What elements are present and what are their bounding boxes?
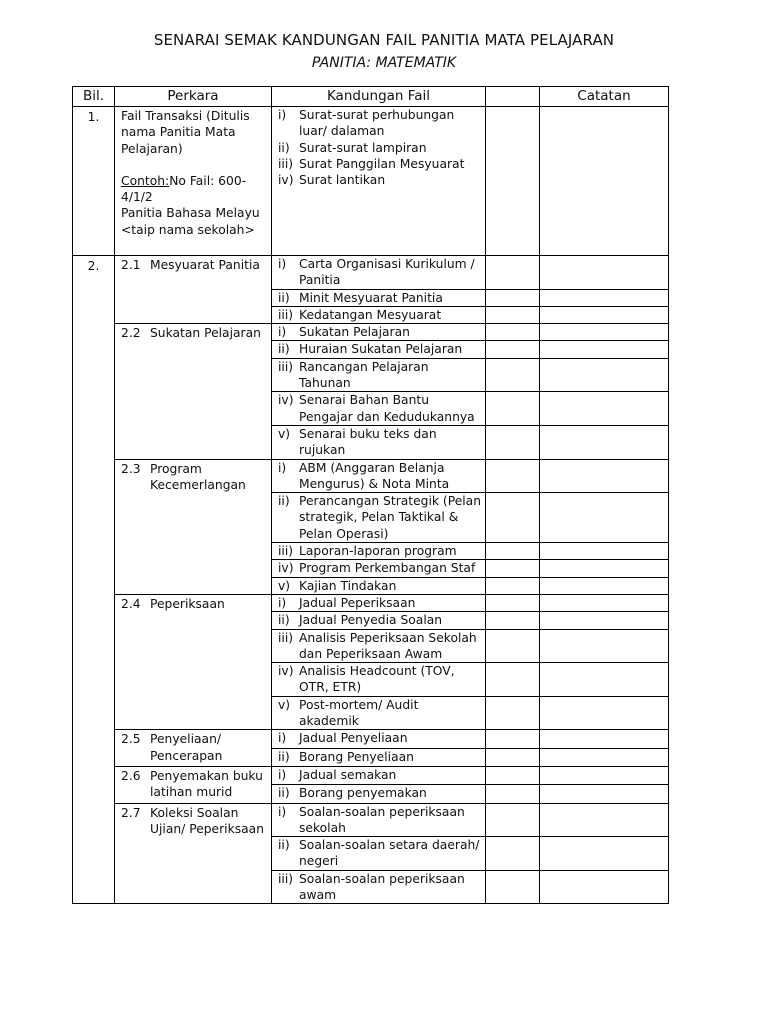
section-number: 2.7 (121, 805, 141, 820)
document-title: SENARAI SEMAK KANDUNGAN FAIL PANITIA MATA PELAJARAN (153, 31, 615, 49)
perkara-cell (115, 324, 272, 459)
item-numeral: iii) (278, 156, 294, 171)
perkara-text: Fail Transaksi (Ditulis nama Panitia Mata Pelajaran) (121, 109, 250, 156)
item-numeral: ii) (278, 749, 290, 764)
check-cell (486, 594, 540, 611)
item-text: Soalan-soalan peperiksaan awam (299, 871, 465, 902)
perkara-text: Panitia Bahasa Melayu <taip nama sekolah> (121, 206, 260, 237)
item-text: Perancangan Strategik (Pelan strategik, Pelan Taktikal & Pelan Operasi) (299, 494, 482, 541)
check-cell (486, 324, 540, 341)
item-text: Carta Organisasi Kurikulum / Panitia (299, 257, 475, 288)
item-numeral: ii) (278, 494, 290, 509)
perkara-example (121, 173, 267, 206)
catatan-cell (540, 577, 669, 594)
catatan-cell (540, 696, 669, 730)
catatan-cell (540, 324, 669, 341)
catatan-cell (540, 785, 669, 803)
kandungan-cell (272, 256, 486, 290)
catatan-cell (540, 493, 669, 543)
kandungan-cell (272, 748, 486, 766)
section-label: Peperiksaan (150, 596, 225, 611)
item-text: Jadual semakan (299, 767, 397, 782)
kandungan-cell (272, 612, 486, 629)
item-text: Rancangan Pelajaran Tahunan (299, 359, 429, 391)
checklist-item (278, 749, 481, 765)
item-numeral: iv) (278, 664, 294, 679)
item-numeral: iii) (278, 544, 294, 559)
item-text: Minit Mesyuarat Panitia (299, 290, 443, 305)
kandungan-cell (272, 560, 486, 577)
checklist-item (278, 156, 481, 172)
section-heading (121, 768, 267, 801)
document-subtitle: PANITIA: MATEMATIK (311, 55, 457, 71)
checklist-item (278, 140, 481, 156)
row-number: 2. (73, 256, 115, 904)
check-cell (486, 696, 540, 730)
checklist-item (278, 785, 481, 801)
item-numeral: v) (278, 426, 291, 441)
section-heading (121, 731, 267, 764)
perkara-cell (115, 459, 272, 594)
catatan-cell (540, 837, 669, 871)
section-label: Program Kecemerlangan (150, 461, 246, 492)
item-numeral: iv) (278, 393, 294, 408)
item-numeral: v) (278, 578, 291, 593)
kandungan-cell (272, 324, 486, 341)
item-numeral: ii) (278, 838, 290, 853)
checklist-item (278, 493, 481, 542)
kandungan-cell (272, 543, 486, 560)
catatan-cell (540, 663, 669, 697)
check-cell (486, 577, 540, 594)
item-numeral: v) (278, 697, 291, 712)
check-cell (486, 493, 540, 543)
kandungan-cell (272, 766, 486, 784)
item-numeral: ii) (278, 342, 290, 357)
kandungan-cell (272, 289, 486, 306)
item-numeral: ii) (278, 140, 290, 155)
example-label: Contoh: (121, 173, 170, 188)
section-number: 2.1 (121, 258, 141, 272)
check-cell (486, 459, 540, 493)
item-numeral: i) (278, 325, 287, 340)
header-kandungan: Kandungan Fail (272, 87, 486, 107)
check-cell (486, 748, 540, 766)
perkara-cell (115, 803, 272, 904)
catatan-cell (540, 594, 669, 611)
item-text: Senarai Bahan Bantu Pengajar dan Kedudukannya (299, 393, 475, 424)
item-text: Program Perkembangan Staf (299, 561, 476, 576)
kandungan-cell (272, 306, 486, 323)
checklist-item (278, 663, 481, 696)
kandungan-cell (272, 696, 486, 730)
section-heading (121, 805, 267, 838)
section-label: Mesyuarat Panitia (150, 258, 260, 272)
checklist-item (278, 804, 481, 837)
catatan-cell (540, 803, 669, 837)
check-cell (486, 392, 540, 426)
catatan-cell (540, 629, 669, 663)
catatan-cell (540, 766, 669, 784)
check-cell (486, 785, 540, 803)
checklist-item (278, 426, 481, 459)
check-cell (486, 629, 540, 663)
checklist-item (278, 871, 481, 904)
catatan-cell (540, 306, 669, 323)
section-heading (121, 461, 267, 494)
check-cell (486, 543, 540, 560)
item-text: ABM (Anggaran Belanja Mengurus) & Nota Minta (299, 460, 450, 491)
kandungan-cell (272, 629, 486, 663)
check-cell (486, 306, 540, 323)
item-numeral: iv) (278, 173, 294, 188)
check-cell (486, 560, 540, 577)
check-cell (486, 341, 540, 358)
header-kandungan-check (486, 87, 540, 107)
kandungan-cell (272, 785, 486, 803)
check-cell (486, 803, 540, 837)
checklist-item (278, 307, 481, 323)
item-text: Huraian Sukatan Pelajaran (299, 342, 463, 357)
section-label: Koleksi Soalan Ujian/ Peperiksaan (150, 805, 264, 836)
catatan-cell (540, 748, 669, 766)
item-text: Surat lantikan (299, 173, 386, 188)
section-number: 2.4 (121, 596, 141, 611)
item-numeral: iii) (278, 630, 294, 645)
kandungan-cell (272, 730, 486, 748)
catatan-cell (540, 392, 669, 426)
item-numeral: i) (278, 804, 287, 819)
check-cell (486, 425, 540, 459)
catatan-cell (540, 358, 669, 392)
perkara-cell (115, 594, 272, 729)
check-cell (486, 107, 540, 256)
section-label: Sukatan Pelajaran (150, 326, 261, 341)
check-cell (486, 663, 540, 697)
item-text: Analisis Peperiksaan Sekolah dan Peperiksaan Awam (299, 630, 477, 661)
check-cell (486, 612, 540, 629)
item-text: Senarai buku teks dan rujukan (299, 426, 437, 458)
catatan-cell (540, 870, 669, 904)
item-text: Borang penyemakan (299, 786, 427, 801)
checklist-item (278, 837, 481, 870)
checklist-table (72, 86, 669, 904)
catatan-cell (540, 289, 669, 306)
check-cell (486, 358, 540, 392)
catatan-cell (540, 612, 669, 629)
table-row (73, 594, 669, 611)
catatan-cell (540, 341, 669, 358)
checklist-item (278, 767, 481, 783)
table-row (73, 324, 669, 341)
item-text: Laporan-laporan program (299, 544, 457, 559)
checklist-item (278, 324, 481, 340)
checklist-item (278, 697, 481, 730)
checklist-item (278, 730, 481, 746)
item-text: Borang Penyeliaan (299, 749, 414, 764)
table-row (73, 107, 669, 256)
kandungan-cell (272, 493, 486, 543)
kandungan-cell (272, 663, 486, 697)
catatan-cell (540, 425, 669, 459)
catatan-cell (540, 560, 669, 577)
kandungan-cell (272, 392, 486, 426)
kandungan-cell (272, 358, 486, 392)
kandungan-cell (272, 107, 486, 256)
item-numeral: i) (278, 460, 287, 475)
item-text: Analisis Headcount (TOV, OTR, ETR) (299, 664, 455, 695)
table-row (73, 459, 669, 493)
check-cell (486, 766, 540, 784)
kandungan-cell (272, 594, 486, 611)
check-cell (486, 256, 540, 290)
check-cell (486, 870, 540, 904)
checklist-item (278, 392, 481, 425)
kandungan-cell (272, 577, 486, 594)
item-numeral: i) (278, 595, 287, 610)
item-text: Kedatangan Mesyuarat (299, 307, 442, 322)
perkara-cell (115, 256, 272, 324)
item-text: Jadual Penyeliaan (299, 731, 408, 746)
checklist-item (278, 172, 481, 188)
checklist-item (278, 543, 481, 559)
checklist-item (278, 578, 481, 594)
checklist-item (278, 560, 481, 576)
checklist-item (278, 290, 481, 306)
item-text: Jadual Peperiksaan (299, 595, 416, 610)
item-text: Surat Panggilan Mesyuarat (299, 156, 465, 171)
section-heading (121, 325, 267, 341)
table-row (73, 730, 669, 748)
table-row (73, 803, 669, 837)
item-numeral: iii) (278, 871, 294, 886)
section-number: 2.3 (121, 461, 141, 476)
checklist-item (278, 460, 481, 493)
section-number: 2.6 (121, 768, 141, 783)
section-number: 2.5 (121, 732, 141, 747)
section-number: 2.2 (121, 326, 141, 341)
item-numeral: iv) (278, 561, 294, 576)
section-label: Penyemakan buku latihan murid (150, 768, 263, 800)
catatan-cell (540, 730, 669, 748)
perkara-cell (115, 730, 272, 767)
item-numeral: i) (278, 731, 287, 746)
section-label: Penyeliaan/ Pencerapan (150, 732, 223, 763)
section-heading (121, 257, 267, 273)
catatan-cell (540, 256, 669, 290)
item-text: Surat-surat perhubungan luar/ dalaman (299, 108, 455, 139)
catatan-cell (540, 107, 669, 256)
item-text: Soalan-soalan setara daerah/ negeri (299, 838, 480, 869)
item-text: Surat-surat lampiran (299, 140, 427, 155)
header-perkara: Perkara (115, 87, 272, 107)
kandungan-cell (272, 459, 486, 493)
checklist-item (278, 341, 481, 357)
checklist-item (278, 107, 481, 140)
header-bil: Bil. (73, 87, 115, 107)
row-number: 1. (73, 107, 115, 256)
checklist-item (278, 630, 481, 663)
checklist-item (278, 256, 481, 289)
item-numeral: ii) (278, 613, 290, 628)
item-text: Sukatan Pelajaran (299, 325, 410, 340)
header-catatan: Catatan (540, 87, 669, 107)
item-text: Soalan-soalan peperiksaan sekolah (299, 804, 465, 835)
item-numeral: ii) (278, 786, 290, 801)
item-numeral: iii) (278, 307, 294, 322)
kandungan-cell (272, 870, 486, 904)
table-row (73, 256, 669, 290)
check-cell (486, 837, 540, 871)
item-numeral: i) (278, 767, 287, 782)
kandungan-cell (272, 425, 486, 459)
item-numeral: i) (278, 257, 287, 271)
item-text: Jadual Penyedia Soalan (299, 613, 443, 628)
table-row (73, 766, 669, 784)
check-cell (486, 730, 540, 748)
kandungan-cell (272, 837, 486, 871)
item-numeral: iii) (278, 359, 294, 374)
section-heading (121, 596, 267, 612)
checklist-item (278, 595, 481, 611)
item-numeral: i) (278, 108, 287, 122)
check-cell (486, 289, 540, 306)
catatan-cell (540, 543, 669, 560)
item-text: Kajian Tindakan (299, 578, 397, 593)
checklist-item (278, 359, 481, 392)
catatan-cell (540, 459, 669, 493)
item-numeral: ii) (278, 290, 290, 305)
kandungan-cell (272, 341, 486, 358)
perkara-cell (115, 107, 272, 256)
item-text: Post-mortem/ Audit akademik (299, 697, 419, 729)
example-text: No Fail: 600-4/1/2 (121, 173, 247, 205)
perkara-cell (115, 766, 272, 803)
checklist-item (278, 612, 481, 628)
kandungan-cell (272, 803, 486, 837)
